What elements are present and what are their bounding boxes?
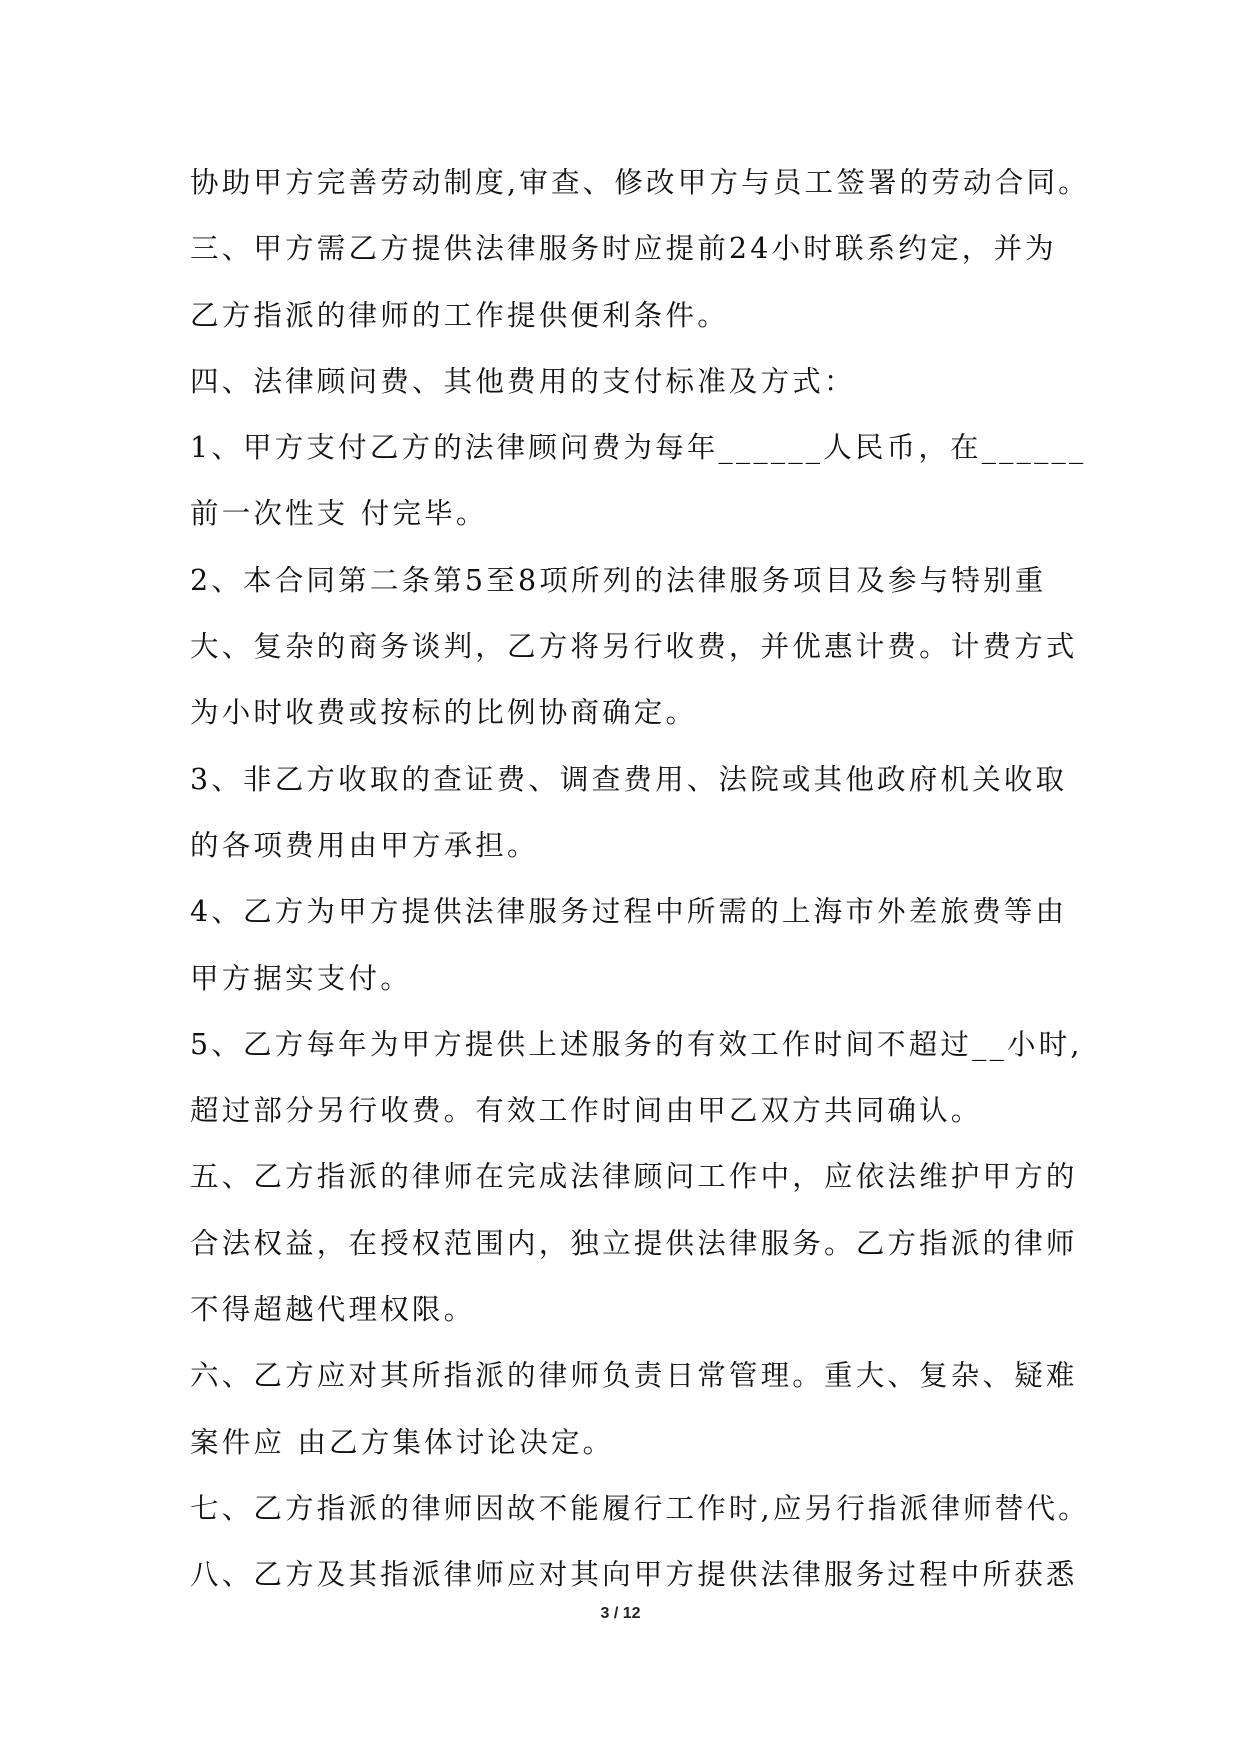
text-line: 前一次性支 付完毕。 (190, 497, 488, 531)
page-number: 3 / 12 (600, 1605, 641, 1622)
text-line: 大、复杂的商务谈判，乙方将另行收费，并优惠计费。计费方式 (190, 630, 1078, 664)
text-line: 1、甲方支付乙方的法律顾问费为每年______人民币，在______ (190, 431, 1087, 465)
text-line: 案件应 由乙方集体讨论决定。 (190, 1425, 615, 1459)
text-line: 协助甲方完善劳动制度,审查、修改甲方与员工签署的劳动合同。 (190, 166, 1090, 199)
text-line: 四、法律顾问费、其他费用的支付标准及方式： (190, 364, 856, 398)
text-line: 为小时收费或按标的比例协商确定。 (190, 696, 698, 730)
text-line: 的各项费用由甲方承担。 (190, 828, 539, 862)
text-line: 甲方据实支付。 (190, 961, 412, 995)
document-body (190, 150, 1090, 1609)
text-line: 超过部分另行收费。有效工作时间由甲乙双方共同确认。 (190, 1094, 983, 1128)
text-line: 4、乙方为甲方提供法律服务过程中所需的上海市外差旅费等由 (190, 895, 1068, 929)
text-line: 乙方指派的律师的工作提供便利条件。 (190, 298, 729, 332)
text-line: 八、乙方及其指派律师应对其向甲方提供法律服务过程中所获悉 (190, 1558, 1078, 1592)
text-line: 不得超越代理权限。 (190, 1293, 476, 1327)
text-line: 3、非乙方收取的查证费、调查费用、法院或其他政府机关收取 (190, 762, 1068, 796)
text-line: 七、乙方指派的律师因故不能履行工作时,应另行指派律师替代。 (190, 1491, 1090, 1525)
text-line: 2、本合同第二条第5至8项所列的法律服务项目及参与特别重 (190, 563, 1047, 597)
text-line: 五、乙方指派的律师在完成法律顾问工作中，应依法维护甲方的 (190, 1160, 1078, 1194)
text-line: 三、甲方需乙方提供法律服务时应提前24小时联系约定，并为 (190, 232, 1057, 266)
text-line: 六、乙方应对其所指派的律师负责日常管理。重大、复杂、疑难 (190, 1359, 1078, 1393)
text-line: 合法权益，在授权范围内，独立提供法律服务。乙方指派的律师 (190, 1226, 1078, 1260)
text-line: 5、乙方每年为甲方提供上述服务的有效工作时间不超过__小时, (190, 1027, 1083, 1061)
